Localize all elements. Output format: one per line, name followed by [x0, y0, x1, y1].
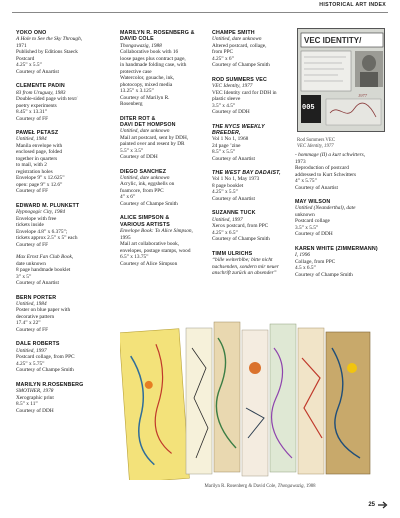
entry-detail-line: from PPC: [212, 49, 234, 56]
entry-detail-line: protective case: [120, 68, 152, 75]
entry-detail-line: Reproduction of postcard: [295, 165, 349, 171]
entry-detail-line: to mail, with 2: [16, 162, 47, 169]
index-entry: [295, 152, 393, 191]
entry-detail-line: poetry experiments: [16, 102, 57, 109]
entry-detail-line: 8 page handmade booklet: [16, 267, 71, 274]
entry-detail-line: in handmade folding case, with: [120, 62, 187, 69]
entry-detail-line: 4.5 x 6.5”: [295, 265, 316, 272]
entry-detail-line: Envelope 4.8” x 6.375”;: [16, 228, 68, 235]
entry-detail-line: Manila envelope with: [16, 142, 63, 149]
entry-detail-line: Untitled, date unknown: [120, 174, 170, 181]
entry-detail-line: VEC Identity, 1977: [212, 83, 253, 90]
entry-artist-name: CLEMENTE PADIN: [16, 83, 65, 90]
entry-detail-line: painted over and resent by DR: [120, 141, 185, 148]
entry-detail-line: Watercolor, gouache, ink,: [120, 75, 175, 82]
entry-detail-line: Xerox postcard, from PPC: [212, 223, 269, 230]
entry-detail-line: 8.5” x 11”: [16, 401, 38, 408]
entry-detail-line: 83 from Uruguay, 1983: [16, 89, 66, 96]
entry-detail-line: 4” x 5.75”: [295, 178, 317, 184]
entry-detail-line: Envelope 9” x 12.625”: [16, 175, 65, 182]
entry-artist-name: ROD SUMMERS VEC: [212, 76, 267, 83]
index-entry: [16, 130, 108, 195]
entry-detail-line: Courtesy of Anartist: [16, 280, 59, 287]
bottom-caption-title: Thongawazig,: [277, 484, 305, 489]
entry-detail-line: loose pages plus contract page,: [120, 55, 186, 62]
index-entry: [295, 246, 393, 278]
entry-detail-line: Published by Editions Staeck: [16, 49, 78, 56]
entry-artist-name: MARILYN R.ROSENBERG: [16, 381, 84, 388]
index-column-3: [212, 30, 290, 285]
index-entry: [16, 83, 108, 122]
entry-detail-line: Courtesy of Champe Smith: [212, 236, 270, 243]
entry-detail-line: 3.5” x 4.5”: [212, 102, 236, 109]
page-arrow-icon: [378, 501, 390, 509]
top-image-caption: [297, 138, 393, 150]
entry-detail-line: Courtesy of Anartist: [295, 184, 338, 191]
entry-detail-line: Courtesy of Anartist: [212, 155, 255, 162]
entry-detail-line: 4.25” x 5.5”: [16, 62, 42, 69]
entry-detail-line: Courtesy of Alice Simpson: [120, 260, 178, 267]
entry-detail-line: Collage, from PPC: [295, 258, 336, 265]
entry-artist-name: YOKO ONO: [16, 30, 47, 36]
entry-detail-line: Poster on blue paper with: [16, 307, 71, 314]
entry-detail-line: SMOTHER, 1978: [16, 388, 54, 395]
entry-detail-line: Courtesy of FF: [16, 241, 49, 248]
entry-detail-line: together in quarters: [16, 155, 58, 162]
entry-detail-line: Vol 1 No 1, May 1973: [212, 176, 260, 183]
entry-detail-line: Envelope with free: [16, 215, 57, 222]
entry-artist-name: DITER ROT &: [120, 115, 156, 122]
entry-detail-line: 6.5” x 13.75”: [120, 254, 149, 261]
entry-detail-line: 4” x 6”: [120, 194, 136, 201]
entry-detail-line: Hypnogogic City, 1984: [16, 209, 65, 216]
entry-detail-line: 17.4” x 22”: [16, 320, 41, 327]
entry-detail-line: Untitled, 1997: [16, 347, 47, 354]
vec-card-number: 005: [302, 104, 315, 112]
index-column-4: [295, 152, 393, 286]
entry-detail-line: Courtesy of Marilyn R.: [120, 94, 170, 101]
entry-detail-line: 13.25” x 3.125”: [120, 88, 154, 95]
entry-detail-line: addressed to Kurt Schwitters: [295, 171, 357, 178]
bottom-caption-year: 1988: [305, 484, 316, 489]
entry-detail-line: VEC Identity card for DDH in: [212, 89, 277, 96]
index-column-1: [16, 30, 108, 422]
entry-detail-line: Courtesy of Anartist: [16, 68, 59, 75]
entry-artist-name: MAY WILSON: [295, 199, 331, 205]
entry-detail-line: 5.5” x 3.5”: [120, 147, 144, 154]
entry-detail-line: Courtesy of DDH: [120, 154, 158, 161]
entry-artist-name: DAVI DET HOMPSON: [120, 121, 176, 128]
index-entry: [212, 77, 290, 116]
entry-detail-line: unknown: [295, 211, 315, 218]
entry-detail-line: 4.25” x 6.5”: [212, 229, 238, 236]
page-number: 25: [368, 502, 375, 508]
index-entry: [120, 169, 206, 208]
entry-artist-name: MARILYN R. ROSENBERG &: [120, 30, 195, 36]
entry-detail-line: tickets approx 2.5” x 5” each: [16, 235, 78, 242]
index-entry: [120, 215, 206, 267]
index-entry: [212, 170, 290, 202]
entry-artist-name: THE WEST BAY DADAIST,: [212, 170, 281, 177]
entry-detail-line: Untitled (Neanderthal), date: [295, 205, 356, 212]
entry-detail-line: Thongawazig, 1988: [120, 42, 162, 49]
entry-detail-line: anschrift zurück an absender”: [212, 270, 277, 277]
entry-detail-line: A Hole to See the Sky Through,: [16, 36, 83, 43]
entry-artist-name: VARIOUS ARTISTS: [120, 221, 170, 228]
entry-detail-line: Untitled, 1984: [16, 136, 47, 143]
bottom-caption-artists: Marilyn R. Rosenberg & David Cole,: [204, 484, 277, 489]
entry-artist-name: BERN PORTER: [16, 294, 57, 301]
entry-detail-line: photocopy, mixed media: [120, 81, 173, 88]
index-entry: [212, 210, 290, 242]
index-entry: [212, 30, 290, 69]
entry-detail-line: - hommage (II) a kurt schwitters,: [295, 152, 366, 158]
index-entry: [16, 30, 108, 75]
entry-artist-name: PAWEŁ PETASZ: [16, 130, 59, 137]
vec-card-title: VEC IDENTITY/: [304, 36, 362, 45]
entry-detail-line: Mail art postcard, sent by DDH,: [120, 134, 189, 141]
entry-detail-line: 3” x 5”: [16, 273, 32, 280]
index-entry: [120, 116, 206, 161]
entry-detail-line: “bille weiterblbe; bitte nicht: [212, 257, 273, 264]
section-header-title: HISTORICAL ART INDEX: [319, 2, 386, 8]
entry-detail-line: Vol 1 No 1, 1968: [212, 136, 249, 143]
entry-detail-line: Mail art collaborative book,: [120, 241, 180, 248]
top-caption-artist: Rod Summers VEC: [297, 138, 336, 143]
entry-artist-name: DALE ROBERTS: [16, 341, 60, 348]
index-entry: [16, 295, 108, 334]
vec-identity-card-graphic: [298, 29, 385, 132]
vec-card-year: 1977: [358, 93, 367, 98]
entry-detail-line: Courtesy of DDH: [16, 407, 54, 414]
header-rule: [12, 12, 388, 13]
entry-detail-line: 8.5” x 5.5”: [212, 149, 236, 156]
entry-detail-line: Rosenberg: [120, 101, 143, 108]
entry-detail-line: Xerographic print: [16, 394, 54, 401]
entry-detail-line: 1995: [120, 234, 131, 241]
index-entry: [16, 203, 108, 287]
entry-detail-line: nachsenden, sondern mir neuer: [212, 263, 279, 270]
entry-detail-line: 4.25” x 5.75”: [16, 360, 45, 367]
index-entry: [120, 30, 206, 108]
entry-detail-line: Untitled, date unknown: [212, 36, 262, 43]
entry-detail-line: 1971: [16, 42, 27, 49]
entry-detail-line: open: page 9” x 12.6”: [16, 181, 63, 188]
index-entry: [212, 251, 290, 277]
entry-detail-line: Untitled, 1997: [212, 216, 243, 223]
entry-artist-name: KAREN WHITE (ZIMMERMANN): [295, 245, 378, 252]
top-caption-title: VEC Identity, 1977: [297, 144, 334, 149]
thongawazig-book-image: [120, 318, 376, 480]
entry-detail-line: 3.5” x 5.5”: [295, 224, 319, 231]
entry-detail-line: registration holes: [16, 168, 53, 175]
entry-detail-line: Postcard collage: [295, 218, 330, 225]
entry-detail-line: plastic sleeve: [212, 96, 241, 103]
thongawazig-book-graphic: [120, 318, 376, 480]
entry-detail-line: Envelope Book: To Alice Simpson,: [120, 228, 193, 235]
index-entry: [16, 341, 108, 373]
entry-detail-line: Postcard: [16, 55, 35, 62]
entry-detail-line: Collaborative book with 16: [120, 49, 179, 56]
index-entry: [212, 124, 290, 163]
entry-detail-line: Courtesy of FF: [16, 115, 49, 122]
entry-artist-name: DAVID COLE: [120, 36, 154, 43]
bottom-image-caption: [165, 484, 355, 490]
entry-artist-name: TIMM ULRICHS: [212, 250, 253, 257]
entry-artist-name: ALICE SIMPSON &: [120, 215, 170, 222]
entry-detail-line: envelopes, postage stamps, wood: [120, 247, 191, 254]
entry-detail-line: tickets inside: [16, 222, 44, 229]
entry-detail-line: 8 page booklet: [212, 182, 244, 189]
entry-detail-line: decorative pattern: [16, 313, 55, 320]
entry-artist-name: SUZANNE TUCK: [212, 210, 256, 217]
entry-detail-line: Courtesy of Champe Smith: [120, 200, 178, 207]
entry-detail-line: Courtesy of DDH: [212, 109, 250, 116]
entry-detail-line: Courtesy of Champe Smith: [295, 271, 353, 278]
index-entry: [295, 199, 393, 238]
entry-detail-line: I, 1996: [295, 252, 311, 259]
index-entry: [16, 382, 108, 414]
entry-detail-line: 1973: [295, 158, 306, 165]
entry-detail-line: Courtesy of FF: [16, 326, 49, 333]
entry-detail-line: 4.25” x 5.5”: [212, 189, 238, 196]
entry-detail-line: Untitled, date unknown: [120, 128, 170, 135]
entry-detail-line: Courtesy of Anartist: [212, 195, 255, 202]
entry-detail-line: Untitled, 1984: [16, 300, 47, 307]
entry-detail-line: Courtesy of DDH: [295, 231, 333, 238]
entry-artist-name: EDWARD M. PLUNKETT: [16, 202, 80, 209]
entry-detail-line: 4.25” x 6”: [212, 55, 234, 62]
entry-artist-name: CHAMPE SMITH: [212, 30, 255, 36]
entry-detail-line: Courtesy of Champe Smith: [16, 367, 74, 374]
entry-detail-line: Courtesy of Champe Smith: [212, 62, 270, 69]
entry-detail-line: 24 page ’zine: [212, 142, 241, 149]
entry-detail-line: date unknown: [16, 260, 46, 267]
entry-artist-name: DIEGO SANCHEZ: [120, 168, 167, 175]
entry-detail-line: foamcore, from PPC: [120, 187, 164, 194]
entry-detail-line: Courtesy of FF: [16, 188, 49, 195]
entry-detail-line: Max Ernst Fan Club Book,: [16, 254, 74, 261]
entry-artist-name: THE NYCS WEEKLY BREEDER,: [212, 123, 265, 136]
entry-detail-line: Double-sided page with text/: [16, 96, 78, 103]
index-column-2: [120, 30, 206, 275]
entry-detail-line: Acrylic, ink, eggshells on: [120, 181, 175, 188]
entry-detail-line: 8.45” x 13.31”: [16, 109, 48, 116]
entry-detail-line: Altered postcard, collage,: [212, 42, 267, 49]
vec-identity-card-image: [297, 28, 385, 132]
entry-detail-line: Postcard collage, from PPC: [16, 354, 75, 361]
entry-detail-line: enclosed page, folded: [16, 149, 63, 156]
